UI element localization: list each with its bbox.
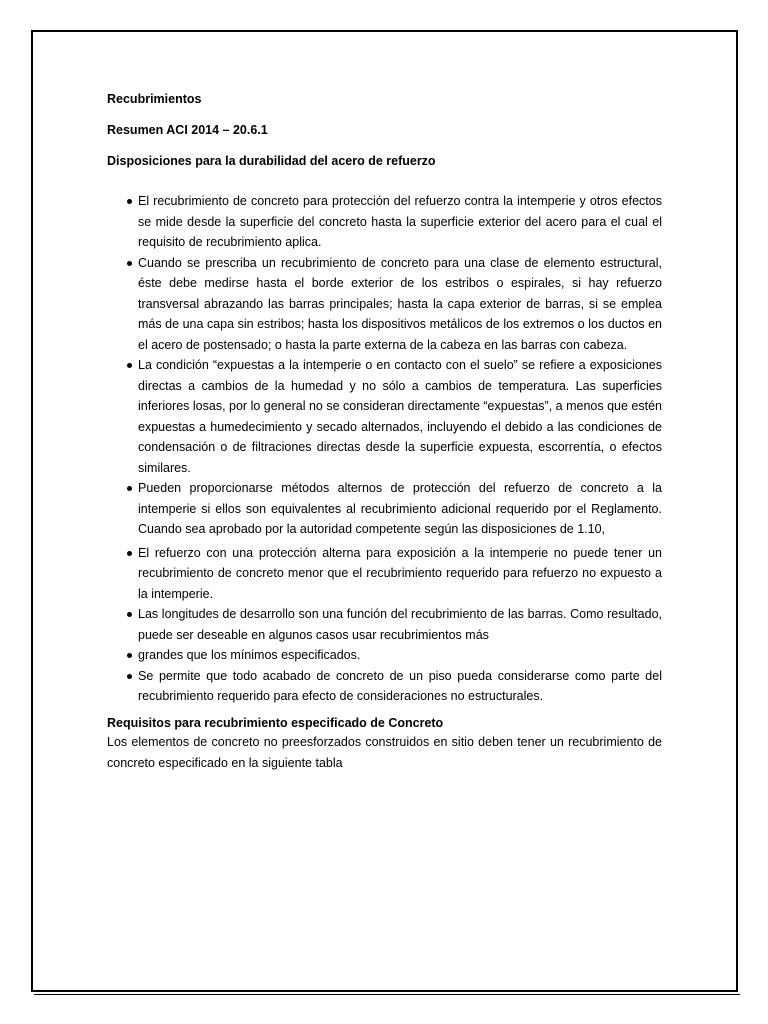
document-body: [107, 90, 662, 774]
section-heading: Disposiciones para la durabilidad del acero de refuerzo: [107, 154, 436, 168]
bullet-list: [107, 191, 662, 707]
document-title: Recubrimientos: [107, 92, 202, 106]
requirements-title: Requisitos para recubrimiento especificado de Concreto: [107, 715, 444, 730]
bullet-icon: [127, 612, 132, 617]
list-item: [107, 191, 662, 253]
bullet-icon: [127, 674, 132, 679]
list-item-text: Se permite que todo acabado de concreto de un piso pueda considerarse como parte del recubrimiento requerido para efecto de consideraciones no estructurales.: [138, 668, 662, 703]
list-item: [107, 666, 662, 707]
bullet-icon: [127, 551, 132, 556]
list-item: [107, 645, 662, 666]
document-subtitle: Resumen ACI 2014 – 20.6.1: [107, 123, 268, 137]
list-item: [107, 604, 662, 645]
requirements-paragraph: Los elementos de concreto no preesforzados construidos en sitio deben tener un recubrimiento de concreto especificado en la siguiente tabla: [107, 734, 662, 770]
list-item-text: Cuando se prescriba un recubrimiento de concreto para una clase de elemento estructural, éste debe medirse hasta el borde exterior de los estribos o espirales, si hay refuerzo transversal abrazando las barras principales; hasta la capa exterior de barras, si se emplea más de una capa sin estribos; hasta los dispositivos metálicos de los extremos o los ductos en el acero de postensado; o hasta la parte externa de la cabeza en las barras con cabeza.: [138, 255, 662, 352]
bullet-icon: [127, 199, 132, 204]
list-item-text: El refuerzo con una protección alterna para exposición a la intemperie no puede tener un recubrimiento de concreto menor que el recubrimiento requerido para refuerzo no expuesto a la intemperie.: [138, 545, 662, 601]
list-item: [107, 543, 662, 605]
bullet-icon: [127, 261, 132, 266]
bullet-icon: [127, 486, 132, 491]
list-item-text: Pueden proporcionarse métodos alternos de protección del refuerzo de concreto a la intemperie si ellos son equivalentes al recubrimiento adicional requerido por el Reglamento. Cuando sea aprobado por la autoridad competente según las disposiciones de 1.10,: [138, 481, 662, 536]
list-item: [107, 478, 662, 540]
list-item-text: El recubrimiento de concreto para protección del refuerzo contra la intemperie y otros efectos se mide desde la superficie del concreto hasta la superficie exterior del acero para el cual el requisito de recubrimiento aplica.: [138, 194, 662, 249]
bullet-icon: [127, 363, 132, 368]
bullet-icon: [127, 653, 132, 658]
list-item: [107, 253, 662, 356]
list-item-text: La condición “expuestas a la intemperie o en contacto con el suelo” se refiere a exposiciones directas a cambios de la humedad y no sólo a cambios de temperatura. Las superficies inferiores losas, por lo general no se consideran directamente “expuestas”, a menos que estén expuestas a humedecimiento y secado alternados, incluyendo el debido a las condiciones de condensación o de filtraciones directas desde la superficie expuesta, escorrentía, o efectos similares.: [138, 358, 662, 475]
list-item-text: Las longitudes de desarrollo son una función del recubrimiento de las barras. Como resultado, puede ser deseable en algunos casos usar recubrimientos más: [138, 607, 662, 642]
list-item-text: grandes que los mínimos especificados.: [138, 648, 361, 662]
list-item: [107, 355, 662, 478]
